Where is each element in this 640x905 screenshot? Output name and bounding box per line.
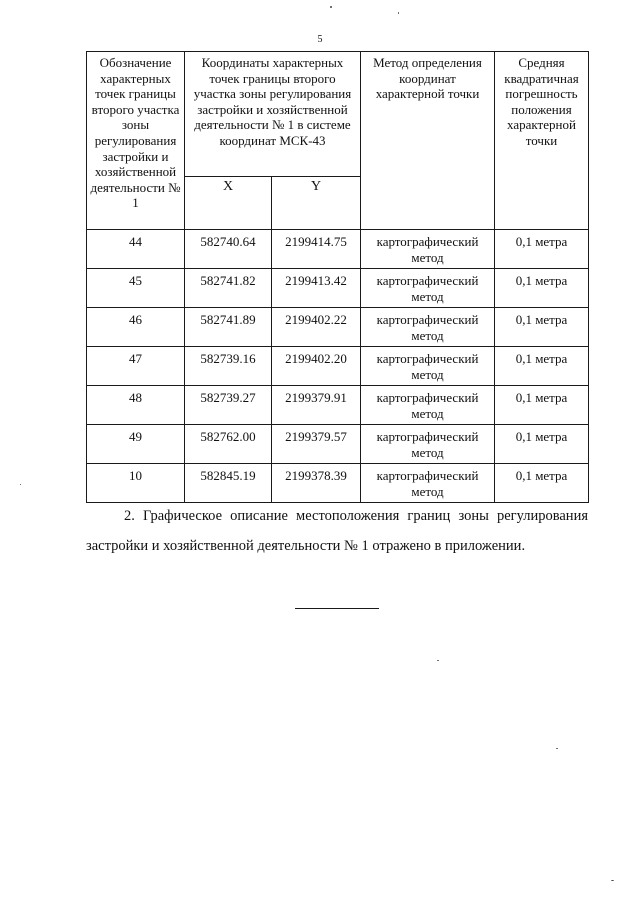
cell-point: 45 xyxy=(87,269,185,308)
scan-speck xyxy=(556,748,558,749)
header-point-designation: Обозначение характерных точек границы второго участка зоны регулирования застройки и хозяйственной деятельности № 1 xyxy=(87,52,185,230)
cell-x: 582762.00 xyxy=(185,425,272,464)
cell-x: 582845.19 xyxy=(185,464,272,503)
cell-point: 10 xyxy=(87,464,185,503)
cell-point: 44 xyxy=(87,230,185,269)
scan-speck xyxy=(398,12,399,14)
table-body xyxy=(87,230,589,503)
scan-speck xyxy=(330,6,332,8)
cell-method: картографический метод xyxy=(361,386,495,425)
cell-method: картографический метод xyxy=(361,347,495,386)
cell-error: 0,1 метра xyxy=(495,269,589,308)
cell-y: 2199413.42 xyxy=(272,269,361,308)
body-paragraph: 2. Графическое описание местоположения границ зоны регулирования застройки и хозяйственной деятельности № 1 отражено в приложении. xyxy=(86,508,588,554)
cell-method: картографический метод xyxy=(361,464,495,503)
header-error: Средняя квадратичная погрешность положения характерной точки xyxy=(495,52,589,230)
cell-x: 582740.64 xyxy=(185,230,272,269)
scan-speck xyxy=(437,660,439,661)
table-row xyxy=(87,230,589,269)
cell-error: 0,1 метра xyxy=(495,425,589,464)
cell-error: 0,1 метра xyxy=(495,386,589,425)
header-y: Y xyxy=(272,177,361,230)
cell-error: 0,1 метра xyxy=(495,464,589,503)
table-row xyxy=(87,269,589,308)
cell-point: 48 xyxy=(87,386,185,425)
cell-method: картографический метод xyxy=(361,230,495,269)
coordinates-table xyxy=(86,51,589,503)
table-header-row xyxy=(87,52,589,177)
page-number: 5 xyxy=(317,34,323,45)
table-row xyxy=(87,308,589,347)
cell-y: 2199379.57 xyxy=(272,425,361,464)
cell-error: 0,1 метра xyxy=(495,230,589,269)
scan-speck xyxy=(20,484,21,485)
cell-y: 2199414.75 xyxy=(272,230,361,269)
cell-method: картографический метод xyxy=(361,425,495,464)
header-x: X xyxy=(185,177,272,230)
table-row xyxy=(87,464,589,503)
cell-error: 0,1 метра xyxy=(495,347,589,386)
cell-y: 2199379.91 xyxy=(272,386,361,425)
header-coordinates: Координаты характерных точек границы второго участка зоны регулирования застройки и хозяйственной деятельности № 1 в системе координат МСК-43 xyxy=(185,52,361,177)
cell-x: 582739.27 xyxy=(185,386,272,425)
table-row xyxy=(87,347,589,386)
cell-method: картографический метод xyxy=(361,269,495,308)
cell-x: 582739.16 xyxy=(185,347,272,386)
cell-y: 2199378.39 xyxy=(272,464,361,503)
cell-x: 582741.89 xyxy=(185,308,272,347)
table-row xyxy=(87,425,589,464)
header-method: Метод определения координат характерной точки xyxy=(361,52,495,230)
cell-method: картографический метод xyxy=(361,308,495,347)
cell-point: 49 xyxy=(87,425,185,464)
cell-point: 46 xyxy=(87,308,185,347)
cell-point: 47 xyxy=(87,347,185,386)
cell-error: 0,1 метра xyxy=(495,308,589,347)
end-divider xyxy=(295,608,379,609)
scan-speck xyxy=(611,880,614,881)
table-row xyxy=(87,386,589,425)
cell-y: 2199402.20 xyxy=(272,347,361,386)
cell-y: 2199402.22 xyxy=(272,308,361,347)
cell-x: 582741.82 xyxy=(185,269,272,308)
